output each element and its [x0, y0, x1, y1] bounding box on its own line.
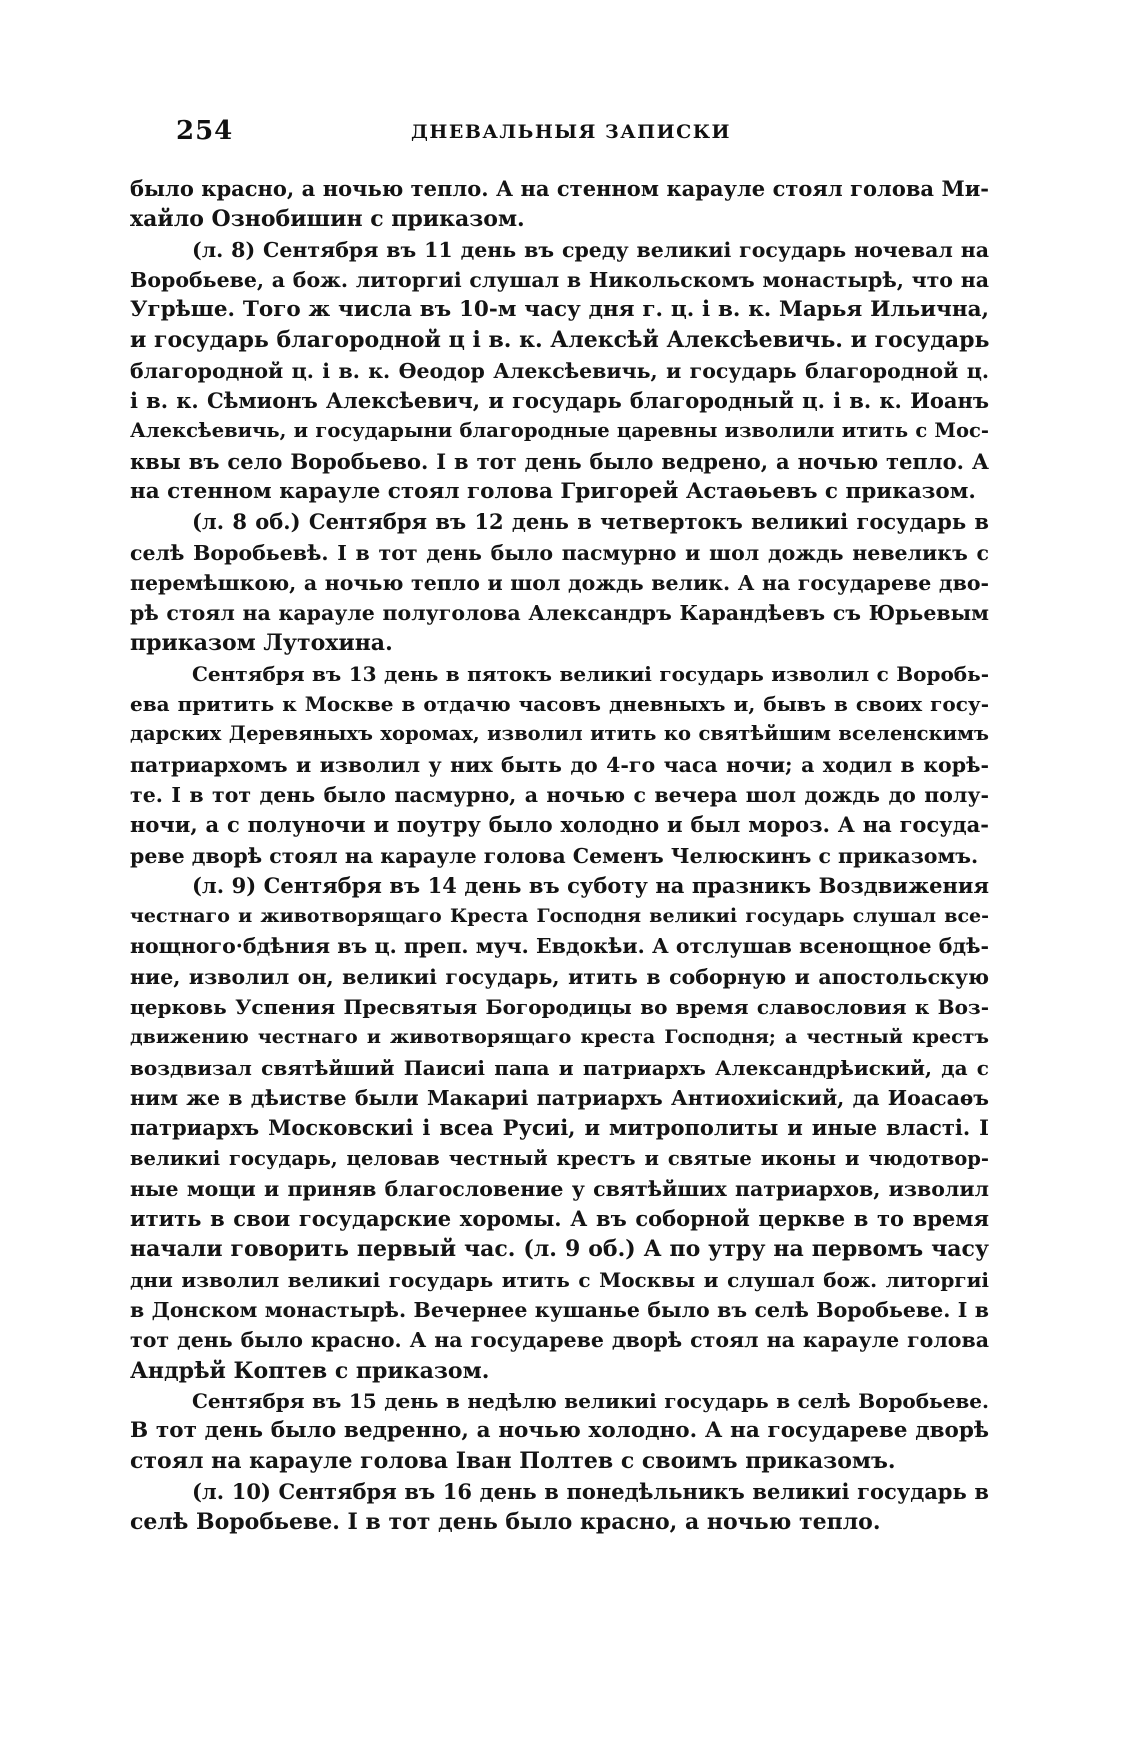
text-line: (л. 9) Сентября въ 14 день въ суботу на празникъ Воздвижения [192, 872, 989, 898]
text-line: те. І в тот день было пасмурно, а ночью с вечера шол дождь до полу- [130, 782, 989, 807]
text-line: селѣ Воробьеве. І в тот день было красно, а ночью тепло. [130, 1509, 881, 1536]
text-line: селѣ Воробьевѣ. І в тот день было пасмурно и шол дождь невеликъ с [130, 540, 989, 565]
text-line: в Донском монастырѣ. Вечернее кушанье было въ селѣ Воробьеве. І в [130, 1297, 989, 1322]
text-line: церковь Успения Пресвятыя Богородицы во время славословия к Воз- [130, 995, 989, 1020]
text-line: тот день было красно. А на государеве дворѣ стоял на карауле голова [130, 1328, 989, 1353]
text-line: ева притить к Москве в отдачю часовъ дневныхъ и, бывъ в своих госу- [130, 692, 989, 717]
text-line: рѣ стоял на карауле полуголова Александръ Карандѣевъ съ Юрьевым [130, 601, 989, 626]
text-line: благородной ц. і в. к. Ѳеодор Алексѣевичь, и государь благородной ц. [130, 358, 989, 383]
paragraph [130, 1386, 989, 1477]
text-line: хайло Ознобишин с приказом. [130, 206, 525, 233]
text-line: и государь благородной ц і в. к. Алексѣй Алексѣевичь. и государь [130, 327, 990, 354]
text-line: (л. 8) Сентября въ 11 день въ среду великиі государь ночевал на [192, 237, 989, 262]
text-line: на стенном карауле стоял голова Григорей Астаѳьевъ с приказом. [130, 478, 976, 504]
text-line: стоял на карауле голова Іван Полтев с своимъ приказомъ. [130, 1448, 896, 1475]
text-line: честнаго и животворящаго Креста Господня великиі государь слушал все- [130, 905, 989, 928]
text-line: дарских Деревяныхъ хоромах, изволил итить ко святѣйшим вселенскимъ [130, 722, 989, 746]
text-line: (л. 10) Сентября въ 16 день в понедѣльникъ великиі государь в [192, 1478, 989, 1504]
paragraph [130, 659, 989, 871]
text-line: В тот день было ведренно, а ночью холодно. А на государеве дворѣ [130, 1418, 989, 1444]
text-line: Воробьеве, а бож. литоргиі слушал в Никольскомъ монастырѣ, что на [130, 267, 989, 292]
text-line: квы въ село Воробьево. І в тот день было ведрено, а ночью тепло. А [130, 448, 989, 474]
text-line: патриархомъ и изволил у них быть до 4-го часа ночи; а ходил в корѣ- [130, 752, 989, 777]
text-line: Сентября въ 13 день в пятокъ великиі государь изволил с Воробь- [192, 661, 989, 686]
text-line: Сентября въ 15 день в недѣлю великиі государь в селѣ Воробьеве. [192, 1388, 989, 1413]
text-line: Андрѣй Коптев с приказом. [130, 1357, 490, 1384]
text-line: дни изволил великиі государь итить с Москвы и слушал бож. литоргиі [130, 1267, 989, 1292]
text-line: ные мощи и приняв благословение у святѣйших патриархов, изволил [130, 1176, 989, 1201]
text-line: нощного·бдѣния въ ц. преп. муч. Евдокѣи. А отслушав всенощное бдѣ- [130, 934, 989, 959]
body-text [130, 174, 989, 1537]
text-line: перемѣшкою, а ночью тепло и шол дождь велик. А на государеве дво- [130, 570, 989, 595]
text-line: великиі государь, целовав честный крестъ и святые иконы и чюдотвор- [130, 1146, 989, 1170]
text-line: начали говорить первый час. (л. 9 об.) А по утру на первомъ часу [130, 1236, 989, 1263]
text-line: было красно, а ночью тепло. А на стенном карауле стоял голова Ми- [130, 176, 989, 201]
text-line: ние, изволил он, великиі государь, итить в соборную и апостольскую [130, 964, 989, 989]
text-line: і в. к. Сѣмионъ Алексѣевич, и государь благородный ц. і в. к. Иоанъ [130, 388, 989, 414]
text-line: ним же в дѣистве были Макариі патриархъ Антиохиіский, да Иоасаѳъ [130, 1085, 989, 1110]
page-number: 254 [176, 116, 234, 146]
paragraph [130, 507, 989, 658]
text-line: патриархъ Московскиі і всеа Русиі, и митрополиты и иные власті. І [130, 1115, 989, 1141]
paragraph [130, 174, 989, 235]
paragraph [130, 235, 989, 508]
text-line: приказом Лутохина. [130, 630, 393, 657]
text-line: реве дворѣ стоял на карауле голова Семенъ Челюскинъ с приказомъ. [130, 843, 979, 868]
paragraph [130, 1477, 989, 1538]
text-line: (л. 8 об.) Сентября въ 12 день в четвертокъ великиі государь в [192, 509, 989, 535]
text-line: ночи, а с полуночи и поутру было холодно и был мороз. А на госуда- [130, 812, 989, 838]
text-line: итить в свои государские хоромы. А въ соборной церкве в то время [130, 1206, 989, 1232]
paragraph [130, 871, 989, 1386]
text-line: Алексѣевичь, и государыни благородные царевны изволили итить с Мос- [130, 419, 989, 443]
text-line: Угрѣше. Того ж числа въ 10-м часу дня г. ц. і в. к. Марья Ильична, [130, 297, 989, 323]
text-line: движению честнаго и животворящаго креста Господня; а честный крестъ [130, 1026, 989, 1049]
page-header [176, 112, 989, 152]
running-title: ДНЕВАЛЬНЫЯ ЗАПИСКИ [411, 121, 731, 143]
text-line: воздвизал святѣйший Паисиі папа и патриархъ Александрѣиский, да с [130, 1055, 989, 1080]
